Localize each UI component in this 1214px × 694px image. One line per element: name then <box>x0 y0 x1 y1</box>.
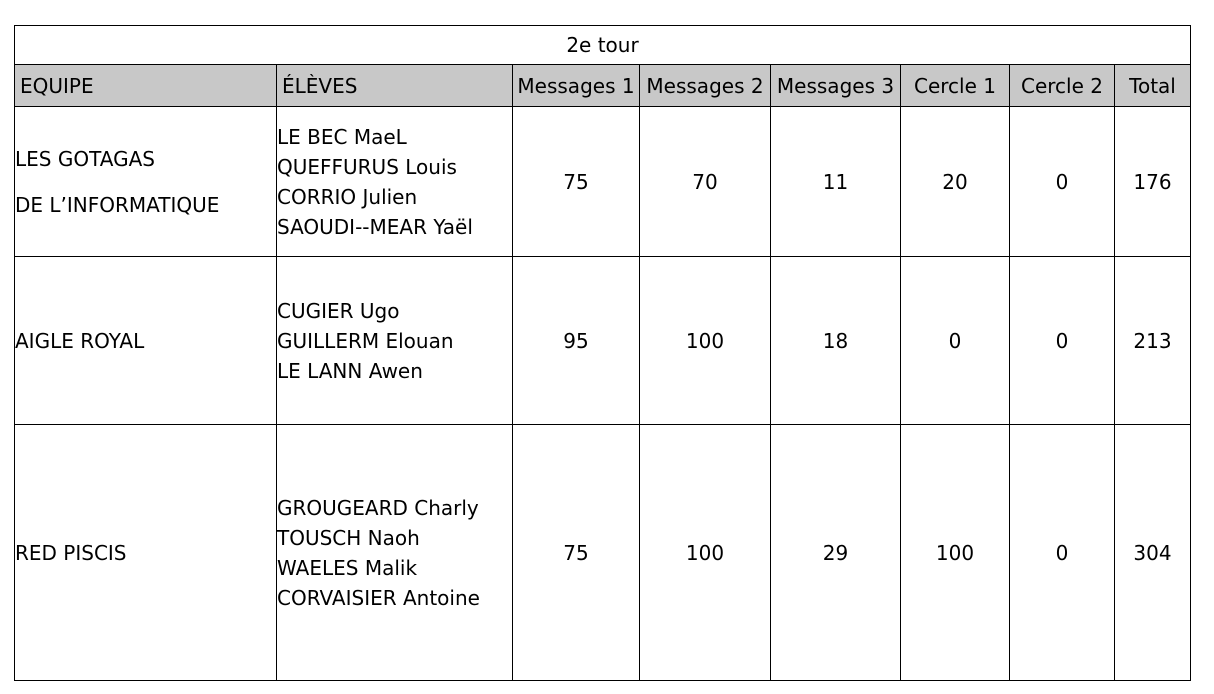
students-cell <box>277 107 513 257</box>
messages-1-value: 75 <box>513 107 640 257</box>
table-row <box>15 257 1191 425</box>
header-total: Total <box>1115 65 1191 107</box>
team-name-cell <box>15 107 277 257</box>
header-row <box>15 65 1191 107</box>
student-name: CUGIER Ugo <box>277 298 400 323</box>
total-value: 213 <box>1115 257 1191 425</box>
student-name: SAOUDI--MEAR Yaël <box>277 214 473 239</box>
student-name: LE LANN Awen <box>277 358 423 383</box>
students-cell <box>277 257 513 425</box>
table-title-row <box>15 26 1191 65</box>
cercle-1-value: 20 <box>901 107 1010 257</box>
student-name: CORRIO Julien <box>277 184 418 209</box>
team-name-line: LES GOTAGAS <box>15 146 155 171</box>
messages-3-value: 18 <box>771 257 901 425</box>
students-cell <box>277 425 513 681</box>
total-value: 176 <box>1115 107 1191 257</box>
team-name-line: RED PISCIS <box>15 540 127 565</box>
messages-2-value: 100 <box>640 425 771 681</box>
messages-2-value: 100 <box>640 257 771 425</box>
student-name: GROUGEARD Charly <box>277 495 479 520</box>
student-name: GUILLERM Elouan <box>277 328 454 353</box>
header-messages-1: Messages 1 <box>513 65 640 107</box>
results-table <box>14 25 1191 681</box>
header-messages-2: Messages 2 <box>640 65 771 107</box>
student-name: WAELES Malik <box>277 555 418 580</box>
table-row <box>15 107 1191 257</box>
team-name-cell <box>15 257 277 425</box>
header-eleves: ÉLÈVES <box>277 65 513 107</box>
table-title: 2e tour <box>15 26 1191 65</box>
cercle-1-value: 100 <box>901 425 1010 681</box>
messages-1-value: 95 <box>513 257 640 425</box>
student-name: QUEFFURUS Louis <box>277 154 457 179</box>
total-value: 304 <box>1115 425 1191 681</box>
header-cercle-2: Cercle 2 <box>1010 65 1115 107</box>
cercle-1-value: 0 <box>901 257 1010 425</box>
cercle-2-value: 0 <box>1010 425 1115 681</box>
messages-2-value: 70 <box>640 107 771 257</box>
messages-3-value: 29 <box>771 425 901 681</box>
header-equipe: EQUIPE <box>15 65 277 107</box>
team-name-cell <box>15 425 277 681</box>
student-name: CORVAISIER Antoine <box>277 585 480 610</box>
student-name: TOUSCH Naoh <box>277 525 420 550</box>
cercle-2-value: 0 <box>1010 257 1115 425</box>
team-name-line: AIGLE ROYAL <box>15 328 145 353</box>
student-name: LE BEC MaeL <box>277 124 407 149</box>
table-row <box>15 425 1191 681</box>
team-name-line: DE L’INFORMATIQUE <box>15 192 220 217</box>
header-messages-3: Messages 3 <box>771 65 901 107</box>
messages-1-value: 75 <box>513 425 640 681</box>
messages-3-value: 11 <box>771 107 901 257</box>
cercle-2-value: 0 <box>1010 107 1115 257</box>
header-cercle-1: Cercle 1 <box>901 65 1010 107</box>
